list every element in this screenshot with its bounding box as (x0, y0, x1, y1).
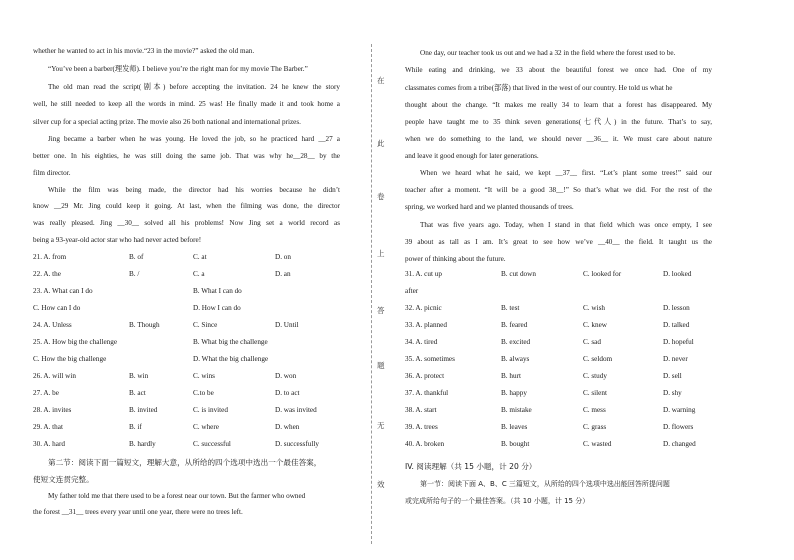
option-row (405, 286, 712, 297)
option-row (33, 252, 340, 263)
option-row (33, 388, 340, 399)
passage-line: when we do something to the land, we should never __36__ it. We must care about nature (405, 135, 712, 143)
passage-line: know __29 Mr. Jing could keep it going. At last, when the filming was done, the director (33, 202, 340, 210)
option-choice: 32. A. picnic (405, 304, 442, 312)
seal-char: 题 (377, 361, 385, 370)
option-choice: C. How can I do (33, 304, 81, 312)
passage-line: That was five years ago. Today, when I stand in that field which was once empty, I see (420, 221, 712, 229)
option-choice: D. shy (663, 389, 682, 397)
option-row (405, 405, 712, 416)
option-choice: C. seldom (583, 355, 613, 363)
option-choice: 22. A. the (33, 270, 61, 278)
option-choice: C. silent (583, 389, 607, 397)
passage-line: the forest __31__ trees every year until one year, there were no trees left. (33, 508, 243, 516)
passage-line: “You’ve been a barber(理发师). I believe you’re the right man for my movie The Barber.” (48, 65, 308, 73)
option-row (33, 439, 340, 450)
seal-char: 无 (377, 421, 385, 430)
option-choice: 25. A. How big the challenge (33, 338, 118, 346)
passage-line: When we heard what he said, we kept __37__ first. “Let’s plant some trees!” said our (420, 169, 712, 177)
option-choice: 28. A. invites (33, 406, 72, 414)
section-instruction: 或完成所给句子的一个最佳答案。（共 10 小题，计 15 分） (405, 497, 590, 505)
passage-line: people have taught me to 35 think seven generations(七代人) in the future. That’s to say, (405, 118, 712, 126)
option-choice: B. feared (501, 321, 528, 329)
option-choice: D. talked (663, 321, 690, 329)
passage-line: spring, we worked hard and we planted thousands of trees. (405, 203, 574, 211)
option-choice: C. wins (193, 372, 215, 380)
option-row (33, 286, 340, 297)
passage-line: silver cup for a special acting prize. The movie also 26 both national and international prizes. (33, 118, 301, 126)
option-choice: C. at (193, 253, 207, 261)
option-row (33, 405, 340, 416)
option-choice: D. to act (275, 389, 300, 397)
option-row (405, 320, 712, 331)
option-choice: D. warning (663, 406, 696, 414)
option-choice: D. never (663, 355, 688, 363)
option-choice: C. mess (583, 406, 606, 414)
section-title: IV. 阅读理解（共 15 小题，计 20 分） (405, 462, 537, 471)
option-choice: D. What the big challenge (193, 355, 269, 363)
option-choice: D. when (275, 423, 300, 431)
option-choice: D. flowers (663, 423, 694, 431)
option-choice: D. on (275, 253, 291, 261)
option-choice: C. knew (583, 321, 607, 329)
option-choice: D. successfully (275, 440, 319, 448)
option-choice: C. successful (193, 440, 231, 448)
passage-line: whether he wanted to act in his movie.“23 in the movie?” asked the old man. (33, 47, 255, 55)
option-choice: C. is invited (193, 406, 228, 414)
option-row (405, 371, 712, 382)
option-choice: C. wasted (583, 440, 612, 448)
option-choice: D. won (275, 372, 297, 380)
option-choice: C. where (193, 423, 219, 431)
option-choice: B. hurt (501, 372, 521, 380)
passage-line: teacher after a moment. “It will be a good 38__!” So that’s what we did. For the rest of the (405, 186, 712, 194)
seal-char: 卷 (377, 192, 385, 201)
seal-char: 在 (377, 76, 385, 85)
passage-line: was really pleased. Jing __30__ solved all his problems! Now Jing set a world record as (33, 219, 340, 227)
option-row (33, 422, 340, 433)
option-choice: C. Since (193, 321, 218, 329)
seal-char: 上 (377, 249, 385, 258)
option-choice: 26. A. will win (33, 372, 76, 380)
option-choice: B. hardly (129, 440, 156, 448)
option-choice: 36. A. protect (405, 372, 445, 380)
option-choice: C. grass (583, 423, 607, 431)
option-choice: C. How the big challenge (33, 355, 107, 363)
option-choice: after (405, 287, 419, 295)
option-choice: B. What big the challenge (193, 338, 268, 346)
passage-line: The old man read the script(剧本) before accepting the invitation. 24 he knew the story (48, 83, 340, 91)
option-choice: 27. A. be (33, 389, 59, 397)
option-choice: D. lesson (663, 304, 690, 312)
option-row (405, 354, 712, 365)
option-choice: 39. A. trees (405, 423, 438, 431)
option-choice: D. Until (275, 321, 299, 329)
option-row (33, 337, 340, 348)
option-choice: B. win (129, 372, 149, 380)
option-choice: B. Though (129, 321, 160, 329)
option-choice: D. How I can do (193, 304, 241, 312)
option-choice: B. invited (129, 406, 158, 414)
option-choice: 23. A. What can I do (33, 287, 93, 295)
passage-line: and leave it good enough for later generations. (405, 152, 539, 160)
section-heading: 第二节：阅读下面一篇短文，理解大意，从所给的四个选项中选出一个最佳答案， (48, 458, 322, 467)
option-choice: D. an (275, 270, 291, 278)
option-choice: B. if (129, 423, 142, 431)
seal-char: 答 (377, 306, 385, 315)
option-row (33, 303, 340, 314)
option-choice: C. sad (583, 338, 601, 346)
option-choice: C. wish (583, 304, 605, 312)
passage-line: Jing became a barber when he was young. He loved the job, so he practiced hard __27 a (48, 135, 340, 143)
option-row (33, 371, 340, 382)
option-choice: 38. A. start (405, 406, 437, 414)
passage-line: film director. (33, 169, 71, 177)
option-row (405, 303, 712, 314)
option-choice: B. What I can do (193, 287, 242, 295)
option-row (405, 422, 712, 433)
passage-line: classmates comes from a tribe(部落) that lived in the west of our country. He told us what he (405, 84, 673, 92)
passage-line: One day, our teacher took us out and we had a 32 in the field where the forest used to be. (420, 49, 676, 57)
option-choice: B. cut down (501, 270, 536, 278)
seal-char: 此 (377, 139, 385, 148)
passage-line: My father told me that there used to be a forest near our town. But the farmer who owned (48, 492, 306, 500)
option-choice: B. mistake (501, 406, 532, 414)
passage-line: While eating and drinking, we 33 about the beautiful forest we once had. One of my (405, 66, 712, 74)
option-choice: D. was invited (275, 406, 317, 414)
passage-line: 39 about as tall as I am. It’s great to see how we’ve __40__ the field. It taught us the (405, 238, 712, 246)
option-row (405, 388, 712, 399)
option-choice: B. leaves (501, 423, 528, 431)
passage-line: While the film was being made, the director had his worries because he didn’t (48, 186, 340, 194)
option-choice: 34. A. tired (405, 338, 438, 346)
option-choice: 37. A. thankful (405, 389, 449, 397)
option-choice: 31. A. cut up (405, 270, 442, 278)
option-choice: B. test (501, 304, 520, 312)
option-choice: B. happy (501, 389, 527, 397)
option-choice: C. looked for (583, 270, 622, 278)
section-instruction: 第一节：阅读下面 A、B、C 三篇短文，从所给的四个选项中选出能回答所提问题 (420, 480, 670, 488)
option-choice: 40. A. broken (405, 440, 445, 448)
binding-divider-line (371, 44, 372, 544)
option-choice: B. of (129, 253, 144, 261)
option-choice: D. changed (663, 440, 696, 448)
section-heading: 使短文连贯完整。 (33, 475, 94, 484)
option-row (405, 269, 712, 280)
option-choice: 24. A. Unless (33, 321, 72, 329)
option-choice: B. bought (501, 440, 530, 448)
option-choice: C.to be (193, 389, 214, 397)
option-choice: 35. A. sometimes (405, 355, 455, 363)
passage-line: thought about the change. “It makes me really 34 to learn that a forest has disappeared. My (405, 101, 712, 109)
option-choice: D. sell (663, 372, 682, 380)
option-row (33, 320, 340, 331)
option-row (33, 354, 340, 365)
option-choice: 29. A. that (33, 423, 63, 431)
option-choice: C. a (193, 270, 205, 278)
option-choice: 33. A. planned (405, 321, 447, 329)
option-choice: C. study (583, 372, 607, 380)
passage-line: power of thinking about the future. (405, 255, 506, 263)
option-choice: B. always (501, 355, 530, 363)
seal-char: 效 (377, 480, 385, 489)
option-choice: B. act (129, 389, 146, 397)
option-choice: 21. A. from (33, 253, 67, 261)
passage-line: well, he still needed to keep all the words in mind. 25 was! He finally made it and took home a (33, 100, 340, 108)
option-choice: D. hopeful (663, 338, 694, 346)
option-choice: B. excited (501, 338, 531, 346)
option-choice: B. / (129, 270, 140, 278)
passage-line: better one. In his eighties, he was still doing the same job. That was why he__28__ by the (33, 152, 340, 160)
option-row (405, 439, 712, 450)
passage-line: being a 93-year-old actor star who had never acted before! (33, 236, 202, 244)
option-choice: D. looked (663, 270, 692, 278)
option-choice: 30. A. hard (33, 440, 65, 448)
option-row (405, 337, 712, 348)
option-row (33, 269, 340, 280)
